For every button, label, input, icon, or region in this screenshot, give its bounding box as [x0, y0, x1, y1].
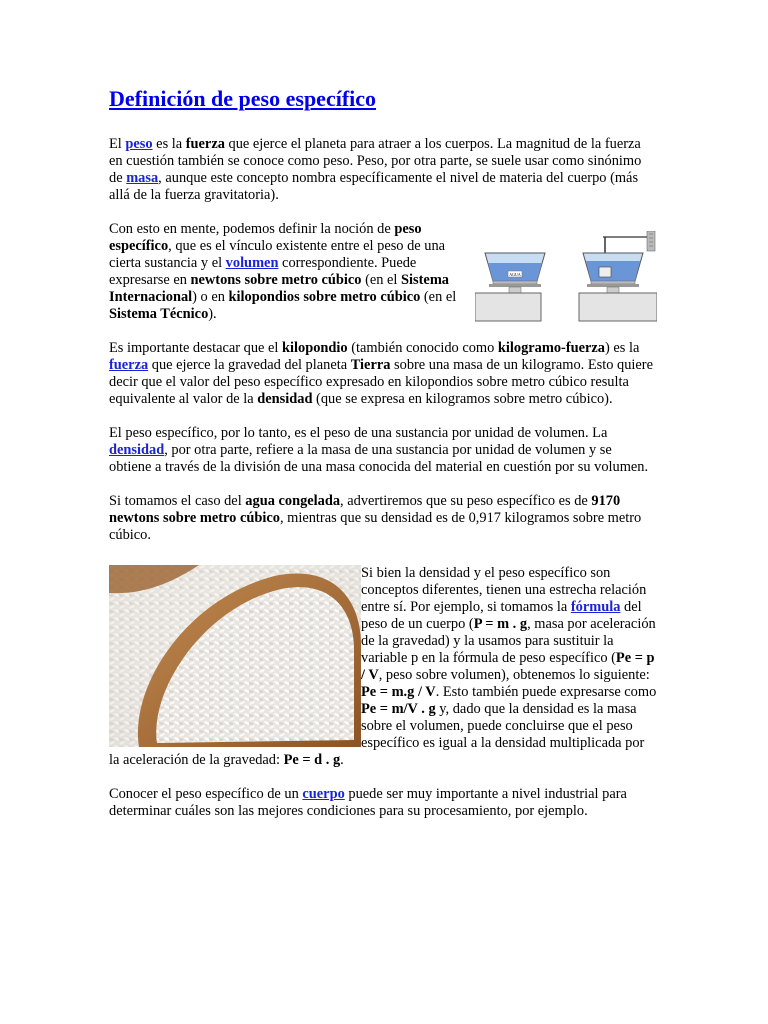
text: (también conocido como — [347, 340, 498, 356]
paragraph-3 — [109, 340, 657, 408]
balance-figure — [475, 231, 657, 323]
vessel-label: AGUA — [509, 272, 521, 277]
text: Con esto en mente, podemos definir la noción de — [109, 221, 395, 237]
bold-sistema-internacional: Sistema Internacional — [109, 272, 449, 305]
right-scale — [579, 231, 657, 321]
bold-fuerza: fuerza — [185, 136, 225, 152]
paragraph-5 — [109, 493, 657, 544]
link-peso[interactable]: peso — [125, 136, 153, 152]
link-cuerpo[interactable]: cuerpo — [302, 786, 345, 802]
bold-kilopondio: kilopondio — [282, 340, 348, 356]
paragraph-6 — [109, 565, 657, 769]
text: puede ser muy importante a nivel industrial para determinar cuáles son las mejores condiciones para su procesamiento, por ejemplo. — [109, 786, 627, 819]
text: , por otra parte, refiere a la masa de una sustancia por unidad de volumen y se obtiene a través de la división de una masa conocida del material en cuestión por su volumen. — [109, 442, 649, 475]
text: Conocer el peso específico de un — [109, 786, 303, 802]
left-scale — [475, 253, 545, 321]
bold-kilogramo-fuerza: kilogramo-fuerza — [497, 340, 606, 356]
bold-newtons: newtons sobre metro cúbico — [190, 272, 362, 288]
bold-kilopondios: kilopondios sobre metro cúbico — [228, 289, 421, 305]
bold-valor: 9170 newtons sobre metro cúbico — [109, 493, 621, 526]
text: (en el — [361, 272, 402, 288]
text: , que es el vínculo existente entre el peso de una cierta sustancia y el — [109, 238, 446, 271]
text: Si tomamos el caso del — [109, 493, 246, 509]
text: , aunque este concepto nombra específicamente el nivel de materia del cuerpo (más allá de la fuerza gravitatoria). — [109, 170, 639, 203]
link-densidad[interactable]: densidad — [109, 442, 165, 458]
rice-spoon-photo — [109, 565, 361, 747]
text: ) o en — [192, 289, 229, 305]
article — [109, 86, 657, 837]
formula-peso: P = m . g — [473, 616, 528, 632]
title-link[interactable]: Definición de peso específico — [109, 86, 377, 111]
text: sobre una masa de un kilogramo. Esto quiere decir que el valor del peso específico expresado en kilopondios sobre metro cúbico resulta equivalente al valor de la — [109, 357, 653, 407]
text: es la — [152, 136, 186, 152]
text: que ejerce el planeta para atraer a los cuerpos. La magnitud de la fuerza en cuestión también se conoce como peso. Peso, por otra parte, se suele usar como sinónimo de — [109, 136, 642, 186]
text: correspondiente. Puede expresarse en — [109, 255, 417, 288]
bold-tierra: Tierra — [350, 357, 391, 373]
text: . Esto también puede expresarse como — [435, 684, 657, 700]
text: que ejerce la gravedad del planeta — [148, 357, 351, 373]
formula-pe-mv-g: Pe = m/V . g — [361, 701, 436, 717]
text: . — [340, 752, 344, 768]
text: ) es la — [605, 340, 640, 356]
bold-agua-congelada: agua congelada — [245, 493, 341, 509]
text: , advertiremos que su peso específico es de — [340, 493, 592, 509]
page-title — [109, 86, 657, 112]
text: El — [109, 136, 126, 152]
link-fuerza[interactable]: fuerza — [109, 357, 149, 373]
formula-pe: Pe = p / V — [361, 650, 655, 683]
text: del peso de un cuerpo ( — [361, 599, 642, 632]
paragraph-1 — [109, 136, 657, 204]
link-volumen[interactable]: volumen — [225, 255, 279, 271]
paragraph-4 — [109, 425, 657, 476]
formula-pe-mg-v: Pe = m.g / V — [361, 684, 436, 700]
link-formula[interactable]: fórmula — [570, 599, 621, 615]
text: y, dado que la densidad es la masa sobre el volumen, puede concluirse que el peso específico es igual a la densidad multiplicada por la aceleración de la gravedad: — [109, 701, 645, 768]
bold-peso-especifico: peso específico — [109, 221, 422, 254]
text: , masa por aceleración de la gravedad) y la usamos para sustituir la variable p en la fórmula de peso específico ( — [361, 616, 656, 666]
bold-sistema-tecnico: Sistema Técnico — [109, 306, 209, 322]
text: El peso específico, por lo tanto, es el peso de una sustancia por unidad de volumen. La — [109, 425, 608, 441]
text: Si bien la densidad y el peso específico son conceptos diferentes, tienen una estrecha relación entre sí. Por ejemplo, si tomamos la — [361, 565, 647, 615]
text: ). — [208, 306, 217, 322]
text: Es importante destacar que el — [109, 340, 283, 356]
paragraph-7 — [109, 786, 657, 820]
text: , mientras que su densidad es de 0,917 kilogramos sobre metro cúbico. — [109, 510, 642, 543]
text: , peso sobre volumen), obtenemos lo siguiente: — [378, 667, 650, 683]
formula-pe-dg: Pe = d . g — [283, 752, 341, 768]
link-masa[interactable]: masa — [126, 170, 159, 186]
text: (que se expresa en kilogramos sobre metro cúbico). — [312, 391, 613, 407]
bold-densidad: densidad — [257, 391, 313, 407]
text: (en el — [420, 289, 457, 305]
